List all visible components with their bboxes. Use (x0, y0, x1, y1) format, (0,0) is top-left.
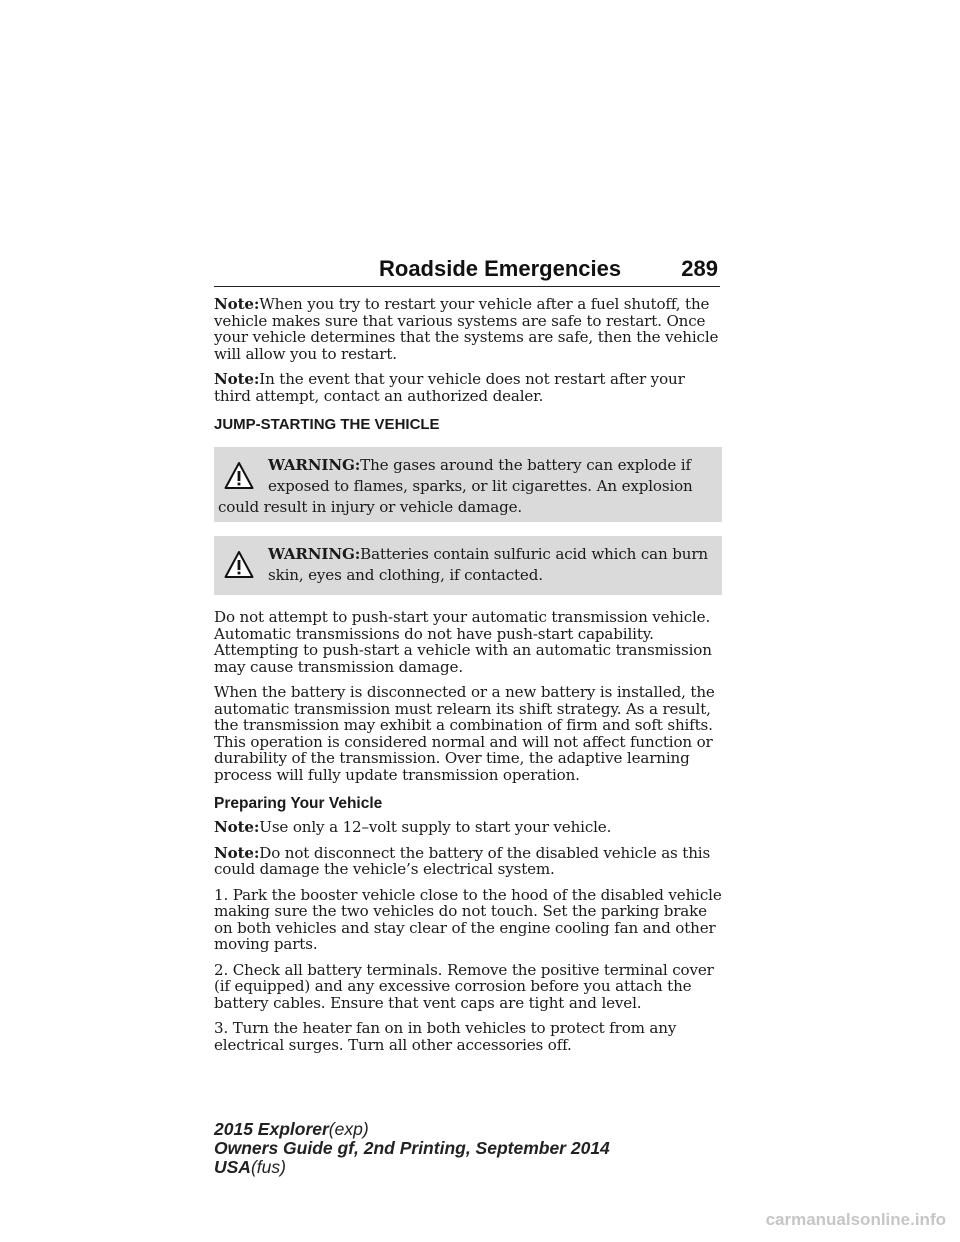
step-paragraph: 1. Park the booster vehicle close to the hood of the disabled vehicle making sure the two vehicles do not touch. Set the parking brake on both vehicles and stay clear of the engine cooling fan and other moving parts. (214, 885, 722, 953)
warning-box (214, 447, 722, 522)
body-paragraph: When the battery is disconnected or a new battery is installed, the automatic transmission must relearn its shift strategy. As a result, the transmission may exhibit a combination of firm and soft shifts. This operation is considered normal and will not affect function or durability of the transmission. Over time, the adaptive learning process will fully update transmission operation. (214, 683, 715, 784)
watermark: carmanualsonline.info (765, 1210, 946, 1229)
section-heading: JUMP-STARTING THE VEHICLE (214, 416, 440, 433)
footer-market-code: (fus) (250, 1157, 286, 1177)
note-paragraph (214, 296, 722, 362)
footer-line (214, 1158, 610, 1177)
warning-text: The gases around the battery can explode if exposed to flames, sparks, or lit cigarettes. An explosion could result in injury or vehicle damage. (218, 456, 693, 516)
step-paragraph: 2. Check all battery terminals. Remove the positive terminal cover (if equipped) and any excessive corrosion before you attach the battery cables. Ensure that vent caps are tight and level. (214, 960, 714, 1012)
note-label: Note: (214, 818, 260, 836)
step-paragraph: 3. Turn the heater fan on in both vehicles to protect from any electrical surges. Turn all other accessories off. (214, 1019, 677, 1054)
warning-triangle-icon (224, 461, 254, 491)
note-label: Note: (214, 843, 260, 862)
note-label: Note: (214, 370, 260, 388)
note-text: In the event that your vehicle does not restart after your third attempt, contact an authorized dealer. (214, 370, 685, 405)
note-paragraph (214, 371, 722, 404)
warning-text: Batteries contain sulfuric acid which can burn skin, eyes and clothing, if contacted. (268, 545, 708, 584)
note-paragraph (214, 819, 722, 836)
footer-model: 2015 Explorer (214, 1119, 329, 1139)
subsection-heading: Preparing Your Vehicle (214, 795, 383, 812)
footer-printing: Owners Guide gf, 2nd Printing, September 2014 (214, 1138, 610, 1158)
footer-model-code: (exp) (328, 1119, 369, 1139)
document-footer (214, 1120, 610, 1177)
page-header (214, 256, 720, 287)
note-paragraph (214, 845, 722, 878)
warning-box (214, 536, 722, 595)
warning-label: WARNING: (268, 545, 361, 563)
note-text: Do not disconnect the battery of the disabled vehicle as this could damage the vehicle’s electrical system. (214, 843, 711, 878)
body-paragraph: Do not attempt to push-start your automatic transmission vehicle. Automatic transmissions do not have push-start capability. Attempting to push-start a vehicle with an automatic transmission may cause transmission damage. (214, 608, 712, 676)
page-title: Roadside Emergencies (379, 256, 622, 281)
page-number: 289 (681, 256, 718, 281)
note-text: When you try to restart your vehicle after a fuel shutoff, the vehicle makes sure that various systems are safe to restart. Once your vehicle determines that the systems are safe, then the vehicle will allow you to restart. (214, 295, 719, 363)
footer-line (214, 1120, 610, 1139)
note-text: Use only a 12–volt supply to start your vehicle. (259, 818, 612, 836)
footer-market: USA (214, 1157, 251, 1177)
note-label: Note: (214, 295, 260, 313)
page-content (214, 296, 722, 1062)
warning-label: WARNING: (268, 456, 361, 474)
warning-triangle-icon (224, 550, 254, 580)
